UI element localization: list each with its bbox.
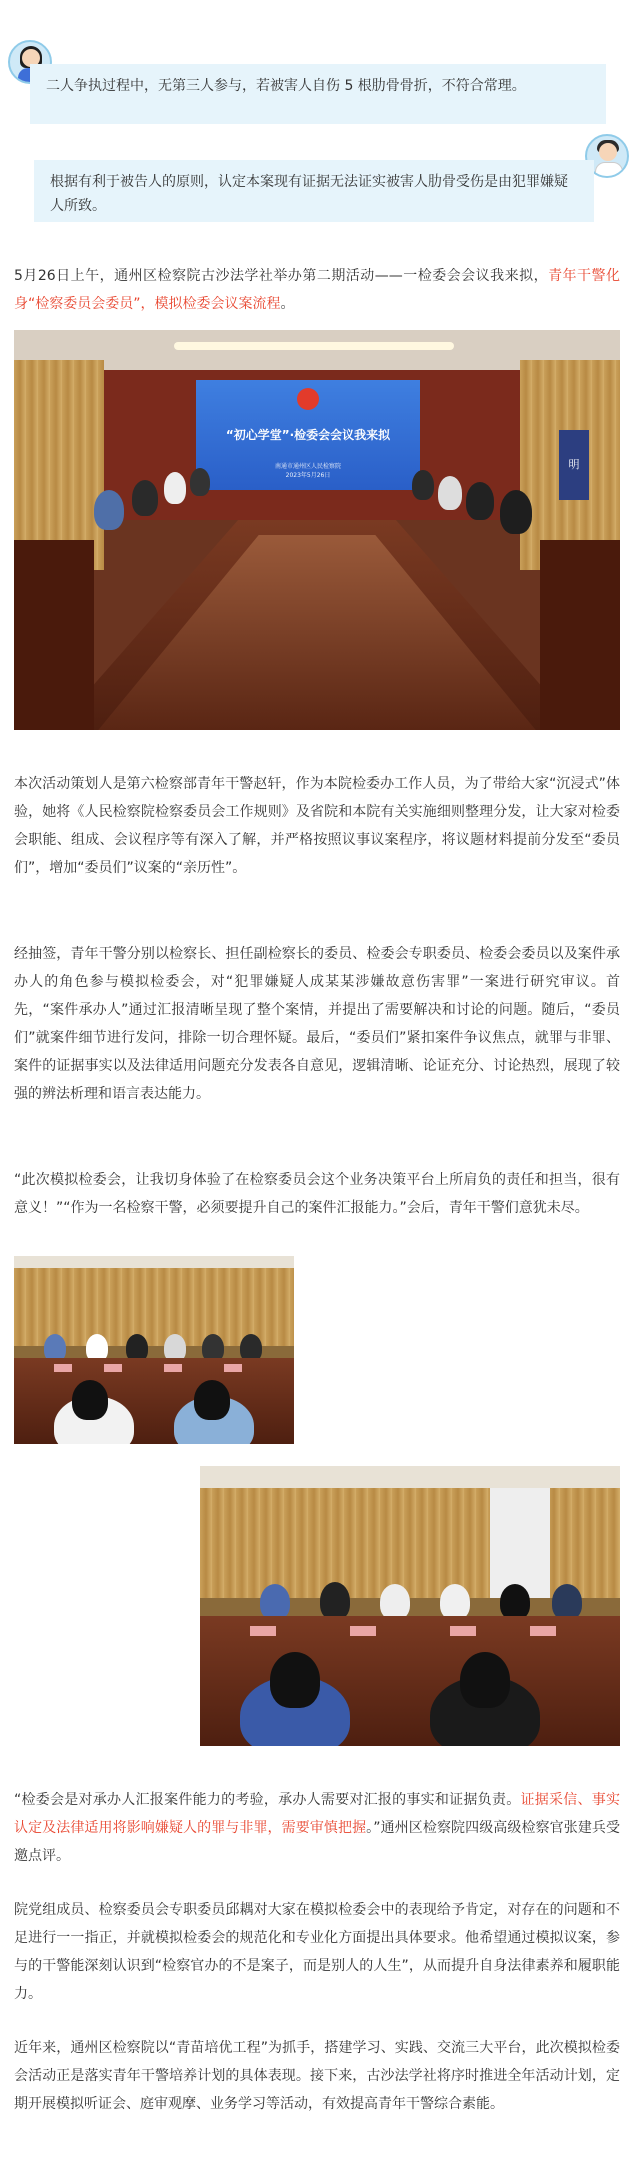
paragraph-feedback: “此次模拟检委会，让我切身体验了在检察委员会这个业务决策平台上所肩负的责任和担当，很有意义！”“作为一名检察干警，必须要提升自己的案件汇报能力。”会后，青年干警们意犹未尽。	[14, 1172, 620, 1216]
meeting-photo-1	[14, 330, 620, 730]
wall-sign: 明	[559, 430, 589, 500]
intro-end: 。	[280, 296, 295, 312]
paragraph-comment	[14, 1786, 620, 1870]
chat-bubble-right	[34, 160, 594, 222]
projection-screen	[196, 380, 420, 490]
paragraph-planner: 本次活动策划人是第六检察部青年干警赵轩，作为本院检委办工作人员，为了带给大家“沉浸式”体验，她将《人民检察院检察委员会工作规则》及省院和本院有关实施细则整理分发，让大家对检委会职能、组成、会议程序等有深入了解，并严格按照议事议案程序，将议题材料提前分发至“委员们”，增加“委员们”议案的“亲历性”。	[14, 776, 620, 876]
paragraph-review: 院党组成员、检察委员会专职委员邱耦对大家在模拟检委会中的表现给予肯定，对存在的问题和不足进行一一指正，并就模拟检委会的规范化和专业化方面提出具体要求。他希望通过模拟议案，参与的干警能深刻认识到“检察官办的不是案子，而是别人的人生”，从而提升自身法律素养和履职能力。	[14, 1902, 620, 2002]
paragraph-intro	[14, 262, 620, 318]
screen-title: “初心学堂”·检委会会议我来拟	[225, 428, 391, 442]
chat-bubble-text: 二人争执过程中，无第三人参与，若被害人自伤 5 根肋骨骨折，不符合常理。	[46, 78, 526, 94]
screen-date: 2023年5月26日	[285, 472, 331, 479]
chat-bubble-text: 根据有利于被告人的原则，认定本案现有证据无法证实被害人肋骨受伤是由犯罪嫌疑人所致。	[50, 174, 568, 214]
screen-org: 南通市通州区人民检察院	[274, 463, 341, 470]
meeting-photo-3	[200, 1466, 620, 1746]
chat-bubble-left	[30, 64, 606, 124]
intro-highlight: 青年干警化身“检察委员会委员”，模拟检委会议案流程	[14, 268, 620, 312]
comment-highlight: 证据采信、事实认定及法律适用将影响嫌疑人的罪与非罪，需要审慎把握	[14, 1792, 620, 1836]
comment-end: 。”通州区检察院四级高级检察官张建兵受邀点评。	[14, 1820, 620, 1864]
emblem-icon	[297, 388, 319, 410]
meeting-photo-2	[14, 1256, 294, 1444]
intro-text: 5月26日上午，通州区检察院古沙法学社举办第二期活动——一检委会会议我来拟，	[14, 268, 549, 284]
comment-text: “检委会是对承办人汇报案件能力的考验，承办人需要对汇报的事实和证据负责。	[14, 1792, 521, 1808]
paragraph-outlook: 近年来，通州区检察院以“青苗培优工程”为抓手，搭建学习、实践、交流三大平台，此次模拟检委会活动正是落实青年干警培养计划的具体表现。接下来，古沙法学社将序时推进全年活动计划，定期开展模拟听证会、庭审观摩、业务学习等活动，有效提高青年干警综合素能。	[14, 2040, 620, 2112]
paragraph-process: 经抽签，青年干警分别以检察长、担任副检察长的委员、检委会专职委员、检委会委员以及案件承办人的角色参与模拟检委会，对“犯罪嫌疑人成某某涉嫌故意伤害罪”一案进行研究审议。首先，“案件承办人”通过汇报清晰呈现了整个案情，并提出了需要解决和讨论的问题。随后，“委员们”就案件细节进行发问，排除一切合理怀疑。最后，“委员们”紧扣案件争议焦点，就罪与非罪、案件的证据事实以及法律适用问题充分发表各自意见，逻辑清晰、论证充分、讨论热烈，展现了较强的辨法析理和语言表达能力。	[14, 946, 620, 1102]
